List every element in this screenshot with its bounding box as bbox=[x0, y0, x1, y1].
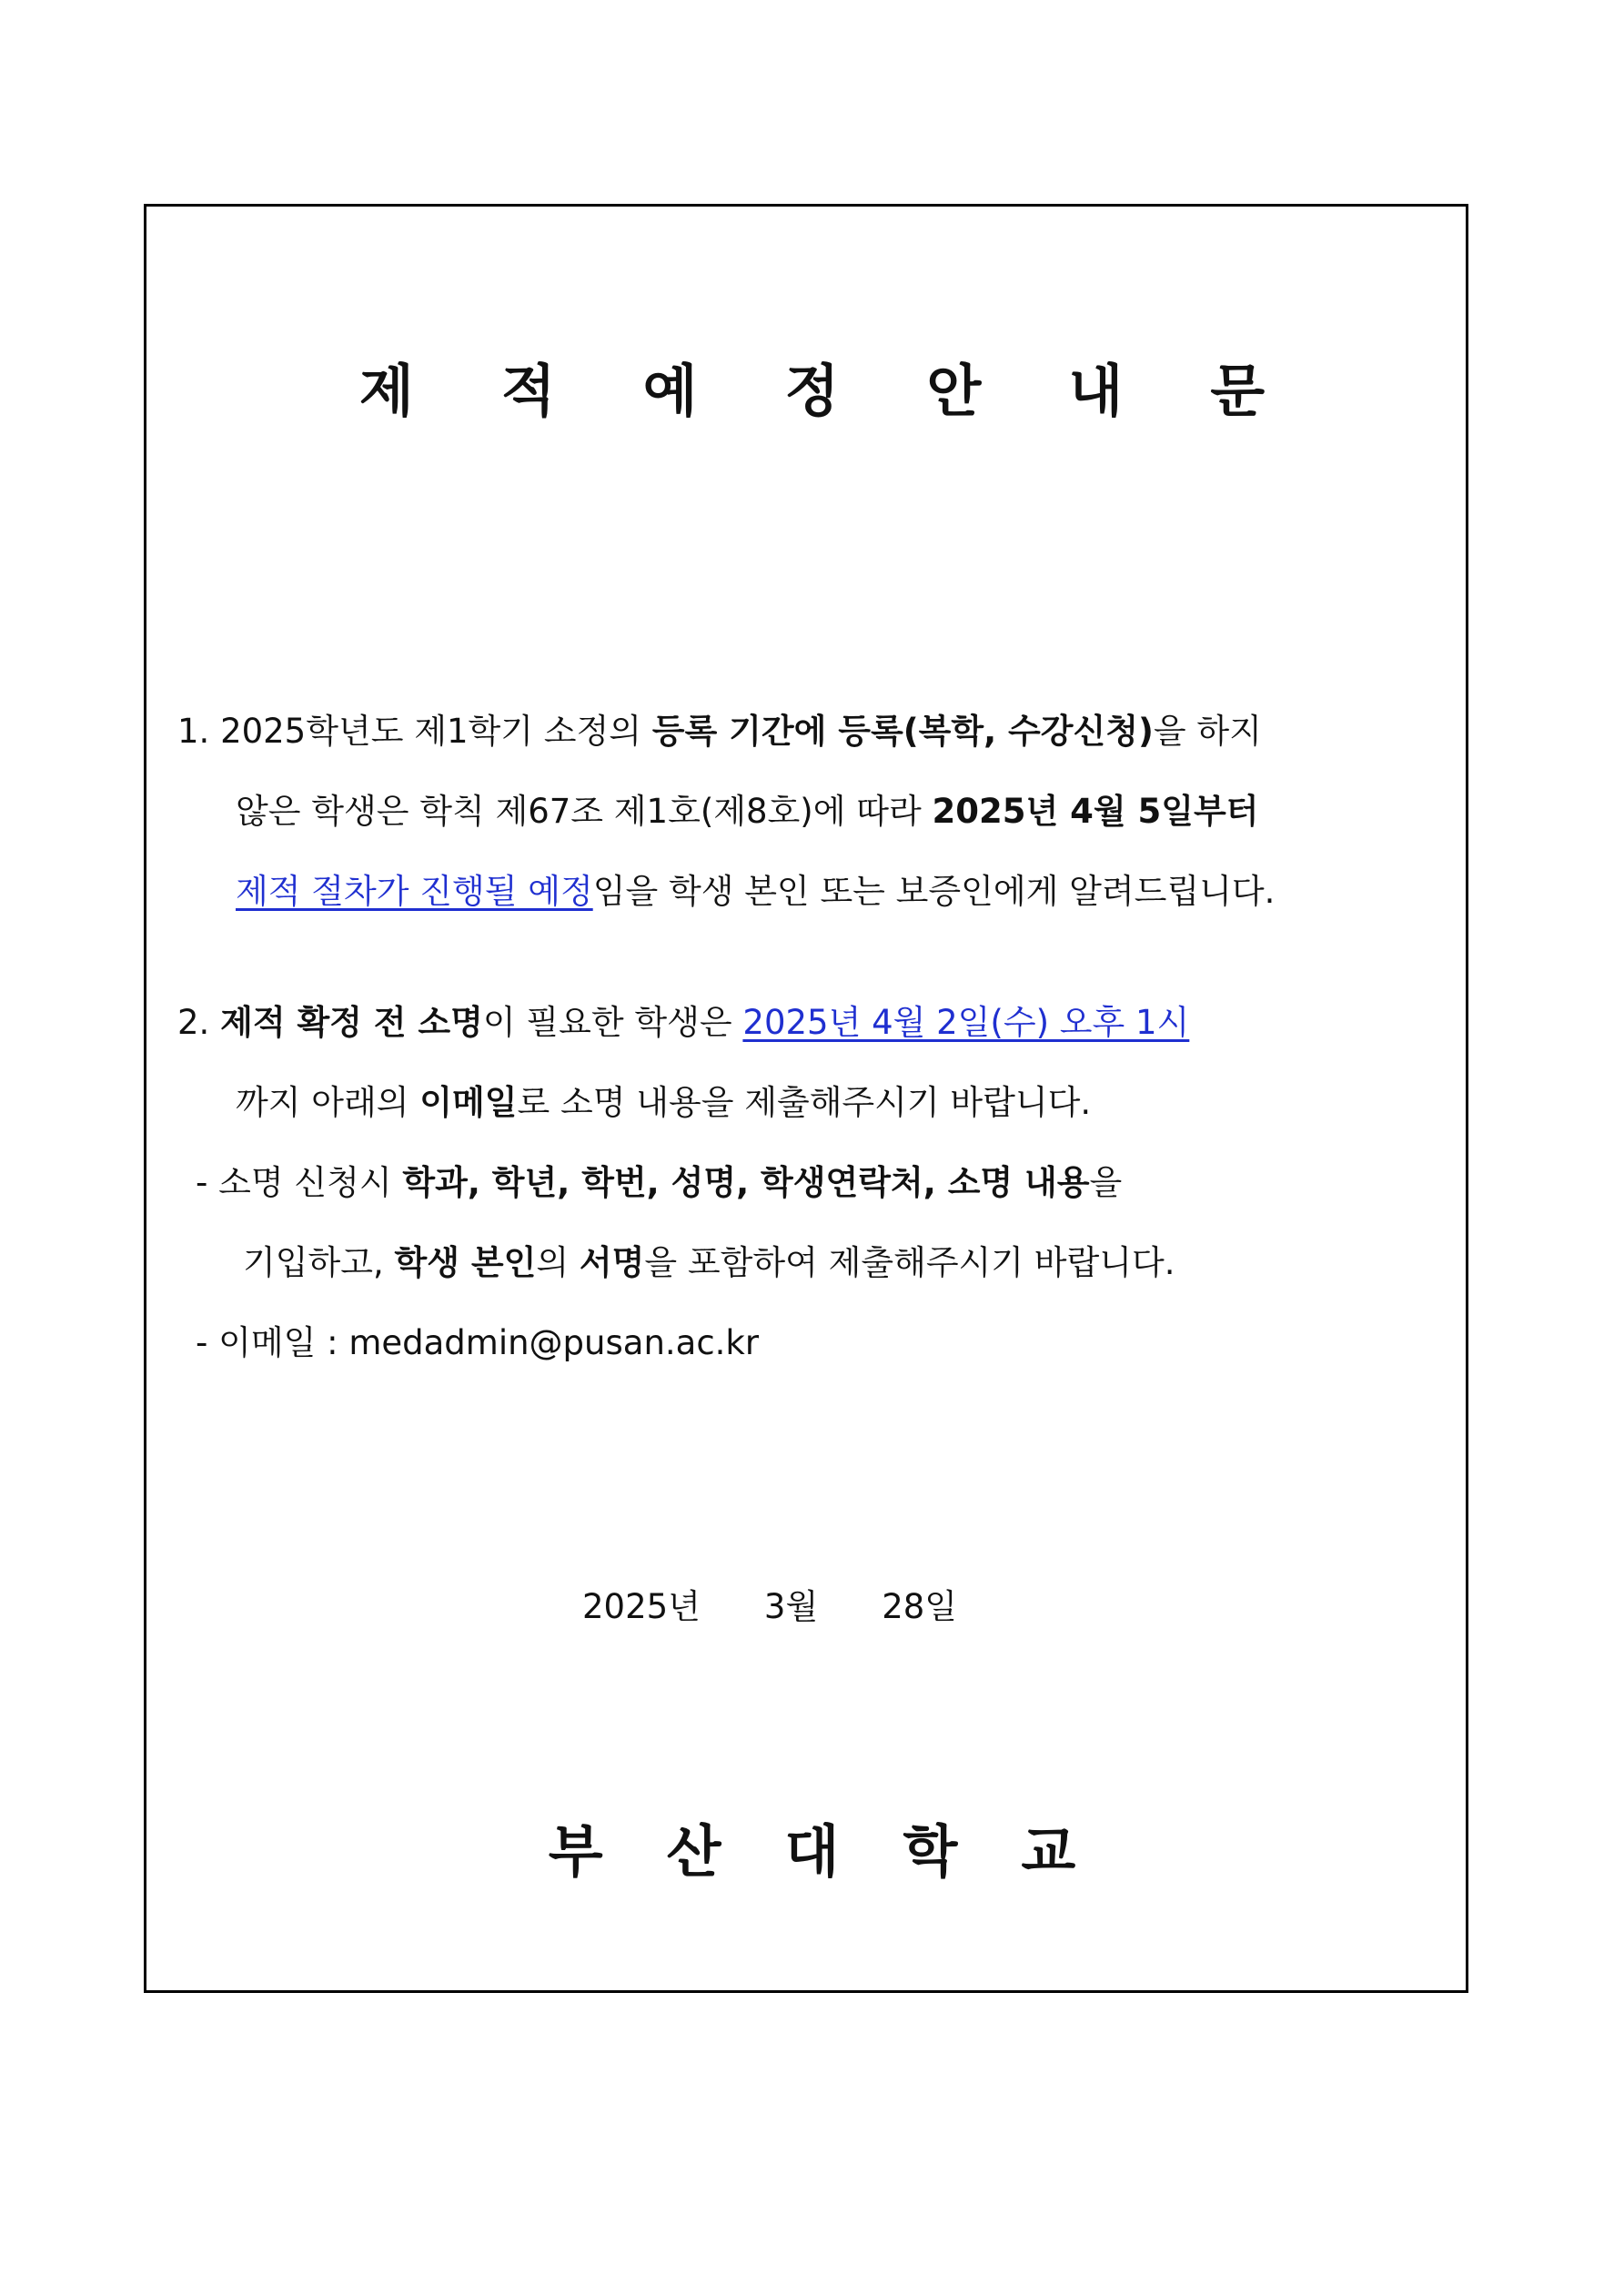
paragraph-2-line-3: - 소명 신청시 학과, 학년, 학번, 성명, 학생연락처, 소명 내용을 bbox=[196, 1163, 1123, 1202]
title-char: 안 bbox=[926, 358, 982, 424]
deadline-text: 2025년 4월 2일(수) 오후 1시 bbox=[742, 1003, 1190, 1042]
email-text: - 이메일 : medadmin@pusan.ac.kr bbox=[196, 1323, 760, 1362]
paragraph-2 bbox=[177, 983, 1442, 1383]
notice-title bbox=[0, 346, 1624, 427]
title-char: 정 bbox=[784, 358, 840, 424]
title-char: 내 bbox=[1068, 358, 1124, 424]
paragraph-1 bbox=[177, 692, 1442, 932]
title-char: 적 bbox=[500, 358, 556, 424]
notice-date: 2025년 3월 28일 bbox=[582, 1587, 958, 1626]
paragraph-1-line-2: 않은 학생은 학칙 제67조 제1호(제8호)에 따라 2025년 4월 5일부터 bbox=[236, 792, 1259, 831]
paragraph-2-line-4: 기입하고, 학생 본인의 서명을 포함하여 제출해주시기 바랍니다. bbox=[243, 1243, 1175, 1282]
paragraph-2-line-2: 까지 아래의 이메일로 소명 내용을 제출해주시기 바랍니다. bbox=[236, 1083, 1092, 1122]
title-char: 문 bbox=[1210, 358, 1266, 424]
title-char: 제 bbox=[358, 358, 414, 424]
paragraph-1-line-3: 제적 절차가 진행될 예정임을 학생 본인 또는 보증인에게 알려드립니다. bbox=[236, 872, 1276, 911]
paragraph-2-line-5 bbox=[177, 1303, 1442, 1383]
title-char: 예 bbox=[642, 358, 698, 424]
paragraph-2-line-1: 2. 제적 확정 전 소명이 필요한 학생은 2025년 4월 2일(수) 오후 1시 bbox=[177, 1003, 1190, 1042]
paragraph-1-line-1: 1. 2025학년도 제1학기 소정의 등록 기간에 등록(복학, 수강신청)을 하지 bbox=[177, 712, 1262, 751]
procedure-link-text: 제적 절차가 진행될 예정 bbox=[236, 872, 593, 911]
university-name: 부 산 대 학 교 bbox=[548, 1818, 1076, 1885]
